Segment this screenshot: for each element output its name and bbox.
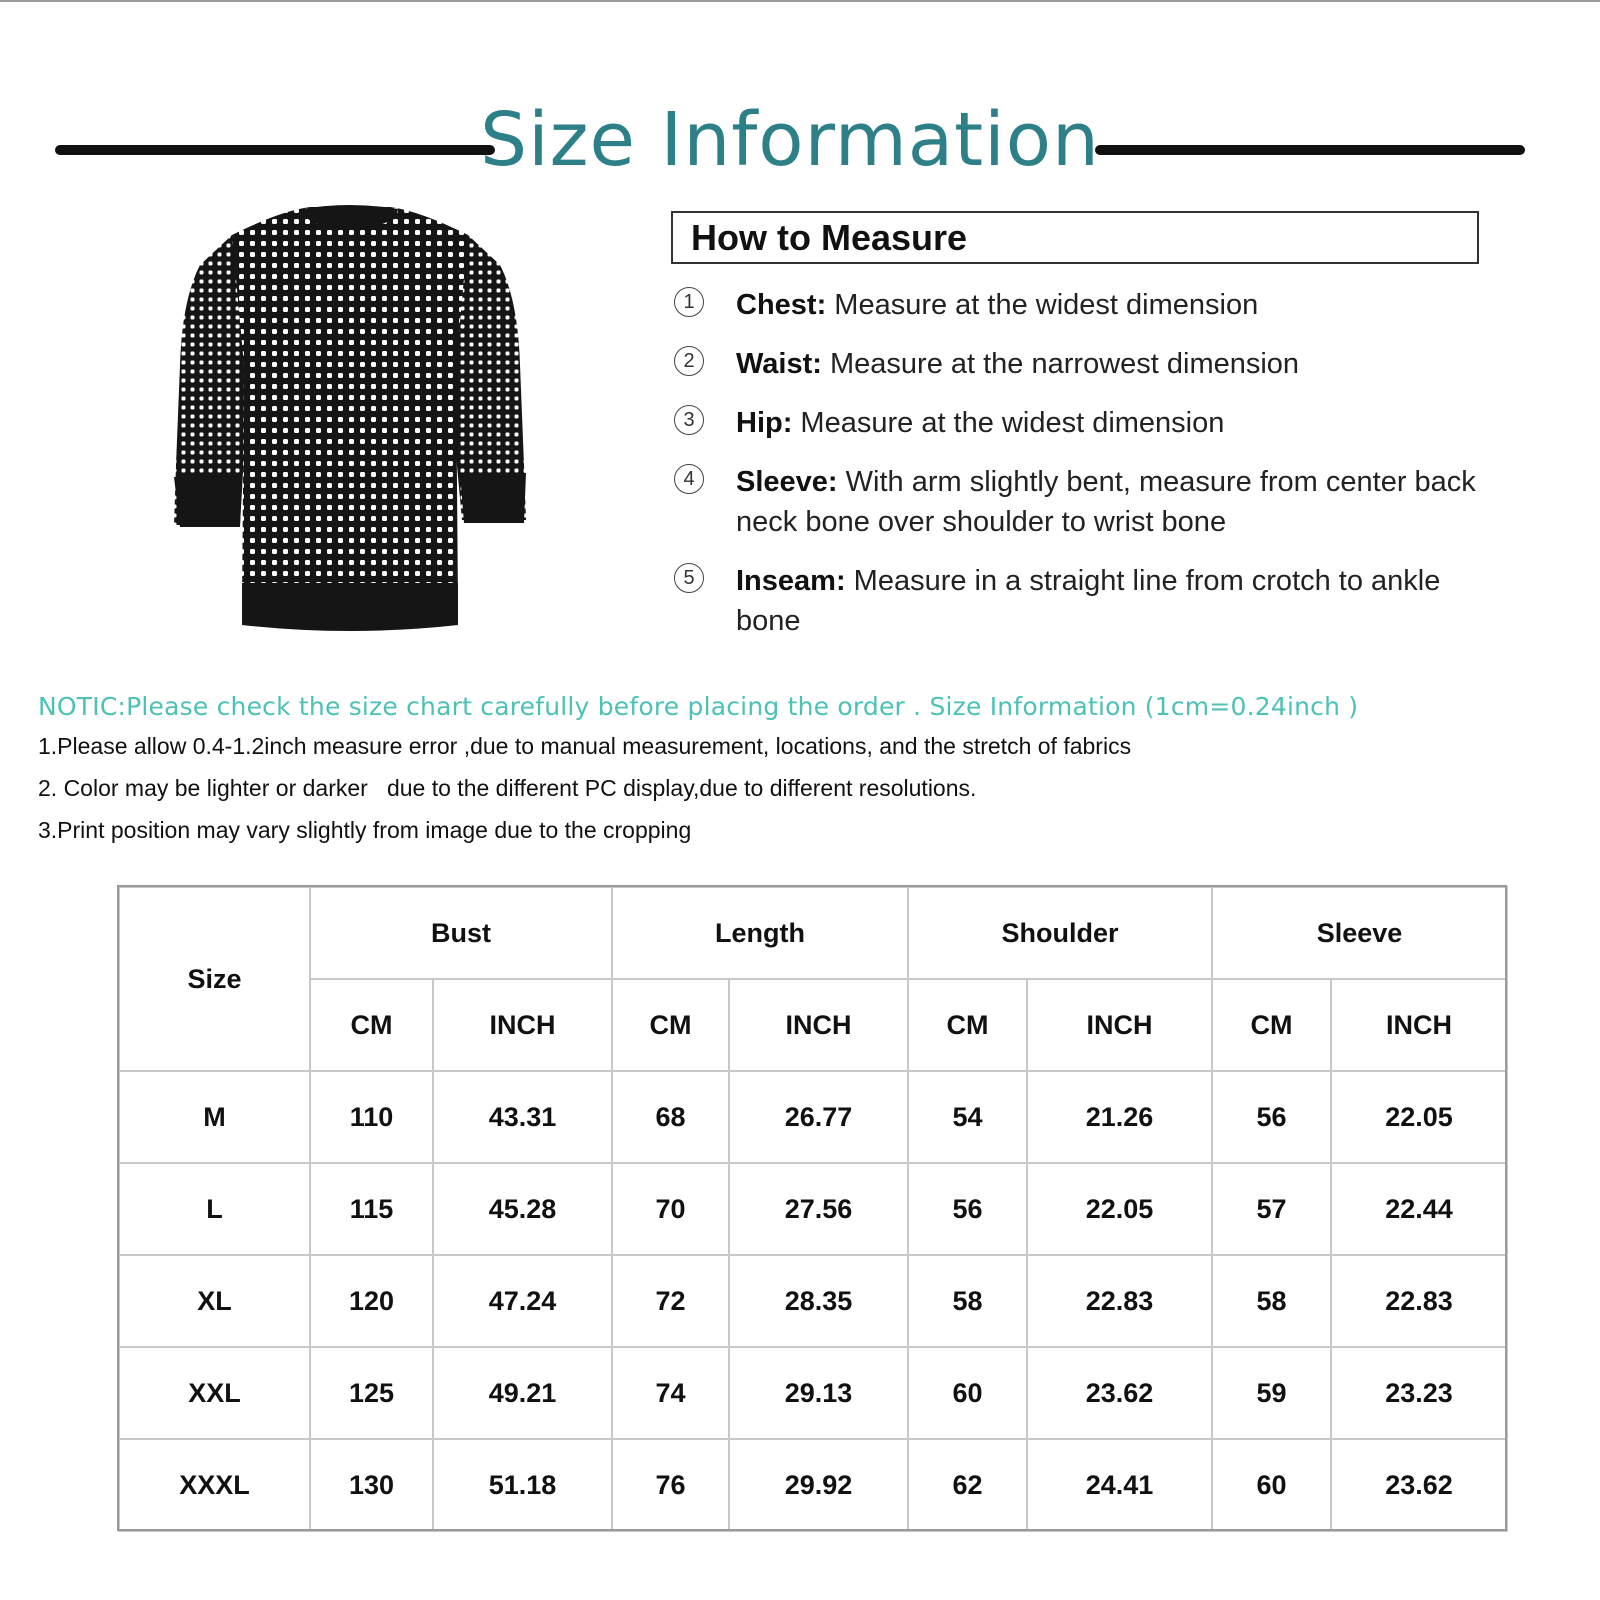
table-cell: 54 xyxy=(908,1071,1027,1163)
measure-key: Inseam: xyxy=(736,565,846,597)
table-cell: 125 xyxy=(310,1347,433,1439)
circled-number-icon: 3 xyxy=(674,405,704,435)
table-cell: 43.31 xyxy=(433,1071,612,1163)
table-cell: 57 xyxy=(1212,1163,1331,1255)
top-border xyxy=(0,0,1600,2)
table-cell: 49.21 xyxy=(433,1347,612,1439)
table-cell: 27.56 xyxy=(729,1163,908,1255)
table-row xyxy=(119,1439,1507,1531)
circled-number-icon: 2 xyxy=(674,346,704,376)
table-cell: 130 xyxy=(310,1439,433,1531)
measure-list xyxy=(672,285,1502,641)
group-header-sleeve: Sleeve xyxy=(1212,887,1507,979)
measure-text: Measure at the widest dimension xyxy=(826,289,1259,321)
table-cell: 23.62 xyxy=(1027,1347,1212,1439)
size-header: Size xyxy=(119,887,310,1071)
table-cell: 115 xyxy=(310,1163,433,1255)
table-cell: 22.83 xyxy=(1027,1255,1212,1347)
page-title: Size Information xyxy=(480,97,1100,183)
table-cell: 21.26 xyxy=(1027,1071,1212,1163)
measure-text: Measure at the narrowest dimension xyxy=(821,348,1300,380)
note-2: 2. Color may be lighter or darker due to the different PC display,due to different resolutions. xyxy=(38,775,977,801)
table-cell: 28.35 xyxy=(729,1255,908,1347)
table-row xyxy=(119,1071,1507,1163)
unit-header: INCH xyxy=(433,979,612,1071)
table-cell: 22.83 xyxy=(1331,1255,1507,1347)
table-cell: 29.92 xyxy=(729,1439,908,1531)
table-cell: 56 xyxy=(908,1163,1027,1255)
circled-number-icon: 4 xyxy=(674,464,704,494)
size-table xyxy=(118,886,1508,1532)
table-cell-size: XXL xyxy=(119,1347,310,1439)
group-header-shoulder: Shoulder xyxy=(908,887,1212,979)
measure-item-waist xyxy=(672,344,1502,384)
table-cell: 59 xyxy=(1212,1347,1331,1439)
measure-text: Measure in a straight line from crotch to ankle bone xyxy=(736,565,1441,637)
table-cell: 62 xyxy=(908,1439,1027,1531)
measure-key: Waist: xyxy=(736,348,822,380)
sweater-left-cuff xyxy=(174,477,242,527)
table-cell: 22.44 xyxy=(1331,1163,1507,1255)
table-cell: 45.28 xyxy=(433,1163,612,1255)
table-row xyxy=(119,1255,1507,1347)
notice-text: NOTIC:Please check the size chart carefully before placing the order . Size Information (1cm=0.24inch ) xyxy=(38,692,1359,721)
title-row xyxy=(55,95,1525,185)
table-row xyxy=(119,1347,1507,1439)
product-sweater-image xyxy=(170,205,530,645)
measure-text: With arm slightly bent, measure from center back neck bone over shoulder to wrist bone xyxy=(736,466,1476,538)
table-cell: 76 xyxy=(612,1439,729,1531)
table-cell: 23.62 xyxy=(1331,1439,1507,1531)
circled-number-icon: 1 xyxy=(674,287,704,317)
table-cell: 23.23 xyxy=(1331,1347,1507,1439)
circled-number-icon: 5 xyxy=(674,563,704,593)
table-cell-size: XL xyxy=(119,1255,310,1347)
sweater-hem xyxy=(242,583,458,631)
measure-key: Hip: xyxy=(736,407,793,439)
unit-header: INCH xyxy=(729,979,908,1071)
measure-item-hip xyxy=(672,403,1502,443)
measure-item-inseam xyxy=(672,561,1502,641)
table-cell: 60 xyxy=(1212,1439,1331,1531)
note-3: 3.Print position may vary slightly from image due to the cropping xyxy=(38,817,692,843)
measure-key: Sleeve: xyxy=(736,466,838,498)
table-cell: 72 xyxy=(612,1255,729,1347)
unit-header: INCH xyxy=(1027,979,1212,1071)
how-to-measure-heading: How to Measure xyxy=(691,217,968,258)
table-row xyxy=(119,1163,1507,1255)
unit-header: CM xyxy=(1212,979,1331,1071)
table-cell-size: L xyxy=(119,1163,310,1255)
table-cell: 68 xyxy=(612,1071,729,1163)
unit-header: CM xyxy=(612,979,729,1071)
table-cell: 56 xyxy=(1212,1071,1331,1163)
table-cell: 120 xyxy=(310,1255,433,1347)
sweater-right-cuff xyxy=(460,473,526,523)
table-cell: 47.24 xyxy=(433,1255,612,1347)
table-cell: 60 xyxy=(908,1347,1027,1439)
note-1: 1.Please allow 0.4-1.2inch measure error ,due to manual measurement, locations, and the stretch of fabrics xyxy=(38,733,1132,759)
sweater-body xyxy=(232,207,468,605)
unit-header: CM xyxy=(310,979,433,1071)
measure-item-sleeve xyxy=(672,462,1502,542)
table-cell: 58 xyxy=(1212,1255,1331,1347)
unit-header: CM xyxy=(908,979,1027,1071)
table-cell: 22.05 xyxy=(1027,1163,1212,1255)
table-cell: 22.05 xyxy=(1331,1071,1507,1163)
table-cell: 58 xyxy=(908,1255,1027,1347)
table-cell: 110 xyxy=(310,1071,433,1163)
measure-key: Chest: xyxy=(736,289,827,321)
measure-text: Measure at the widest dimension xyxy=(792,407,1225,439)
measure-item-chest xyxy=(672,285,1502,325)
unit-header: INCH xyxy=(1331,979,1507,1071)
table-cell: 26.77 xyxy=(729,1071,908,1163)
table-cell: 29.13 xyxy=(729,1347,908,1439)
how-to-measure-box xyxy=(671,211,1479,264)
table-cell: 51.18 xyxy=(433,1439,612,1531)
group-header-length: Length xyxy=(612,887,908,979)
table-cell-size: XXXL xyxy=(119,1439,310,1531)
group-header-bust: Bust xyxy=(310,887,612,979)
table-cell: 70 xyxy=(612,1163,729,1255)
table-cell: 74 xyxy=(612,1347,729,1439)
table-cell: 24.41 xyxy=(1027,1439,1212,1531)
table-cell-size: M xyxy=(119,1071,310,1163)
